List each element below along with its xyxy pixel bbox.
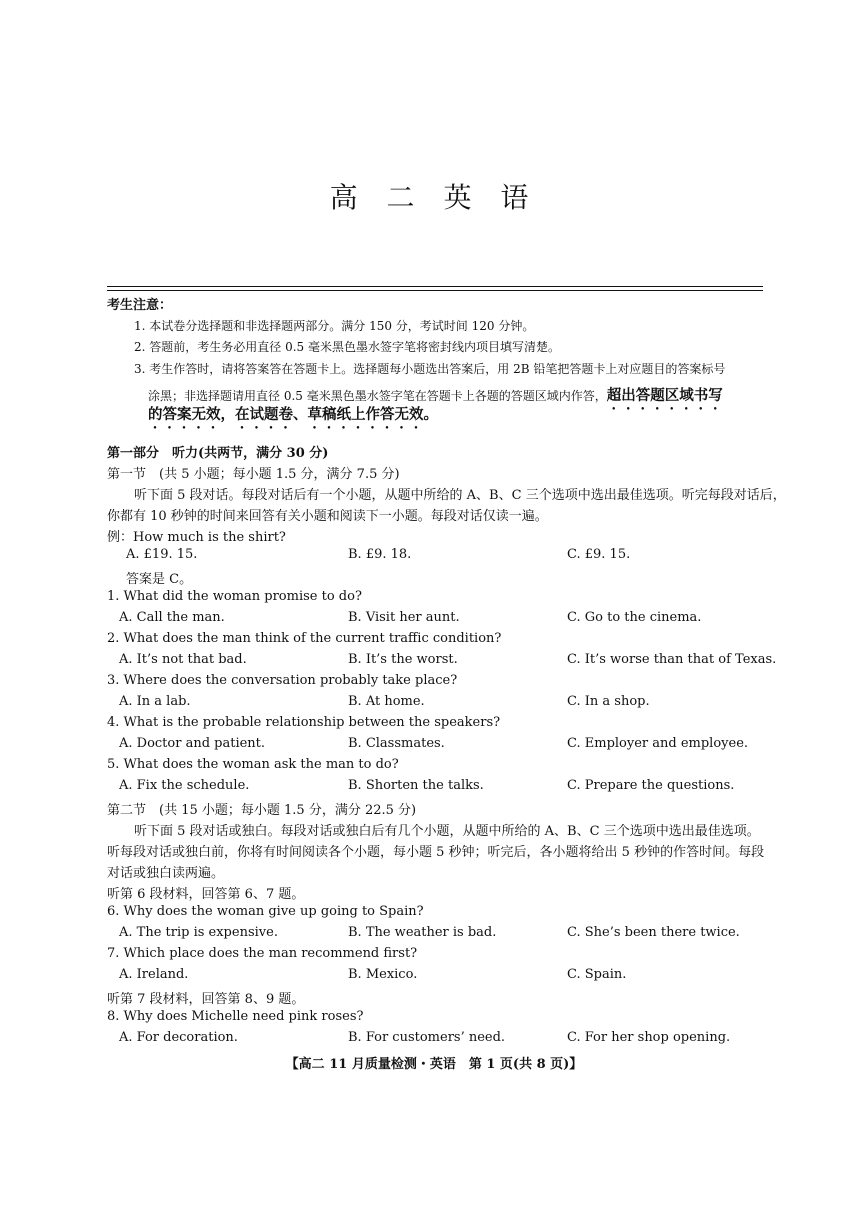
page-title: 高 二 英 语 <box>329 181 539 214</box>
header-rule-thin <box>107 290 763 291</box>
section1-heading: 第一节 (共 5 小题；每小题 1.5 分，满分 7.5 分) <box>107 467 400 482</box>
question-6: 6. Why does the woman give up going to Spain? <box>107 904 424 919</box>
notice-item-3-line-1: 3. 考生作答时，请将答案答在答题卡上。选择题每小题选出答案后，用 2B 铅笔把答题卡上对应题目的答案标号 <box>134 362 726 376</box>
question-8: 8. Why does Michelle need pink roses? <box>107 1009 364 1024</box>
notice-item-1: 1. 本试卷分选择题和非选择题两部分。满分 150 分，考试时间 120 分钟。 <box>134 319 535 333</box>
question-3-option-a: A. In a lab. <box>119 694 191 709</box>
question-2-option-a: A. It’s not that bad. <box>119 652 247 667</box>
notice-item-3-emphasis-1: 超出答题区域书写 <box>606 387 723 404</box>
notice-heading: 考生注意： <box>107 298 173 313</box>
question-6-option-b: B. The weather is bad. <box>348 925 497 940</box>
question-1-option-a: A. Call the man. <box>119 610 225 625</box>
question-7-option-a: A. Ireland. <box>119 967 189 982</box>
question-3-option-c: C. In a shop. <box>567 694 650 709</box>
question-4-option-b: B. Classmates. <box>348 736 445 751</box>
section2-heading: 第二节 (共 15 小题；每小题 1.5 分，满分 22.5 分) <box>107 803 417 818</box>
question-7-option-c: C. Spain. <box>567 967 627 982</box>
question-4-option-a: A. Doctor and patient. <box>119 736 266 751</box>
notice-item-3-text: 涂黑；非选择题请用直径 0.5 毫米黑色墨水签字笔在答题卡上各题的答题区域内作答， <box>148 389 607 403</box>
question-2-option-b: B. It’s the worst. <box>348 652 458 667</box>
question-1-option-b: B. Visit her aunt. <box>348 610 460 625</box>
part1-heading: 第一部分 听力(共两节，满分 30 分) <box>107 446 329 461</box>
material-7-heading: 听第 7 段材料，回答第 8、9 题。 <box>107 992 305 1007</box>
header-rule-thick <box>107 286 763 287</box>
material-6-heading: 听第 6 段材料，回答第 6、7 题。 <box>107 887 305 902</box>
section2-instruction-line-3: 对话或独白读两遍。 <box>107 866 225 881</box>
question-8-option-a: A. For decoration. <box>119 1030 238 1045</box>
example-answer: 答案是 C。 <box>126 572 193 587</box>
question-3: 3. Where does the conversation probably take place? <box>107 673 458 688</box>
question-5-option-a: A. Fix the schedule. <box>119 778 250 793</box>
question-6-option-a: A. The trip is expensive. <box>119 925 278 940</box>
section2-instruction-line-1: 听下面 5 段对话或独白。每段对话或独白后有几个小题，从题中所给的 A、B、C 三个选项中选出最佳选项。 <box>134 824 760 839</box>
question-8-option-c: C. For her shop opening. <box>567 1030 731 1045</box>
question-5: 5. What does the woman ask the man to do? <box>107 757 399 772</box>
question-8-option-b: B. For customers’ need. <box>348 1030 506 1045</box>
question-2-option-c: C. It’s worse than that of Texas. <box>567 652 777 667</box>
question-3-option-b: B. At home. <box>348 694 425 709</box>
question-4-option-c: C. Employer and employee. <box>567 736 749 751</box>
example-option-c: C. £9. 15. <box>567 547 631 562</box>
section1-instruction-line-2: 你都有 10 秒钟的时间来回答有关小题和阅读下一小题。每段对话仅读一遍。 <box>107 509 548 524</box>
question-2: 2. What does the man think of the current traffic condition? <box>107 631 502 646</box>
example-question: 例：How much is the shirt? <box>107 530 286 545</box>
question-5-option-c: C. Prepare the questions. <box>567 778 735 793</box>
question-7: 7. Which place does the man recommend first? <box>107 946 418 961</box>
page-footer: 【高二 11 月质量检测・英语 第 1 页(共 8 页)】 <box>285 1057 583 1072</box>
notice-item-2: 2. 答题前，考生务必用直径 0.5 毫米黑色墨水签字笔将密封线内项目填写清楚。 <box>134 340 560 354</box>
question-6-option-c: C. She’s been there twice. <box>567 925 740 940</box>
section1-instruction-line-1: 听下面 5 段对话。每段对话后有一个小题，从题中所给的 A、B、C 三个选项中选出最佳选项。听完每段对话后， <box>134 488 786 503</box>
notice-item-3-emphasis-2: 的答案无效，在试题卷、草稿纸上作答无效。 <box>148 406 438 423</box>
example-option-b: B. £9. 18. <box>348 547 412 562</box>
example-option-a: A. £19. 15. <box>126 547 198 562</box>
section2-instruction-line-2: 听每段对话或独白前，你将有时间阅读各个小题，每小题 5 秒钟；听完后，各小题将给出 5 秒钟的作答时间。每段 <box>107 845 765 860</box>
question-5-option-b: B. Shorten the talks. <box>348 778 484 793</box>
question-1: 1. What did the woman promise to do? <box>107 589 362 604</box>
question-1-option-c: C. Go to the cinema. <box>567 610 702 625</box>
question-7-option-b: B. Mexico. <box>348 967 418 982</box>
question-4: 4. What is the probable relationship between the speakers? <box>107 715 501 730</box>
